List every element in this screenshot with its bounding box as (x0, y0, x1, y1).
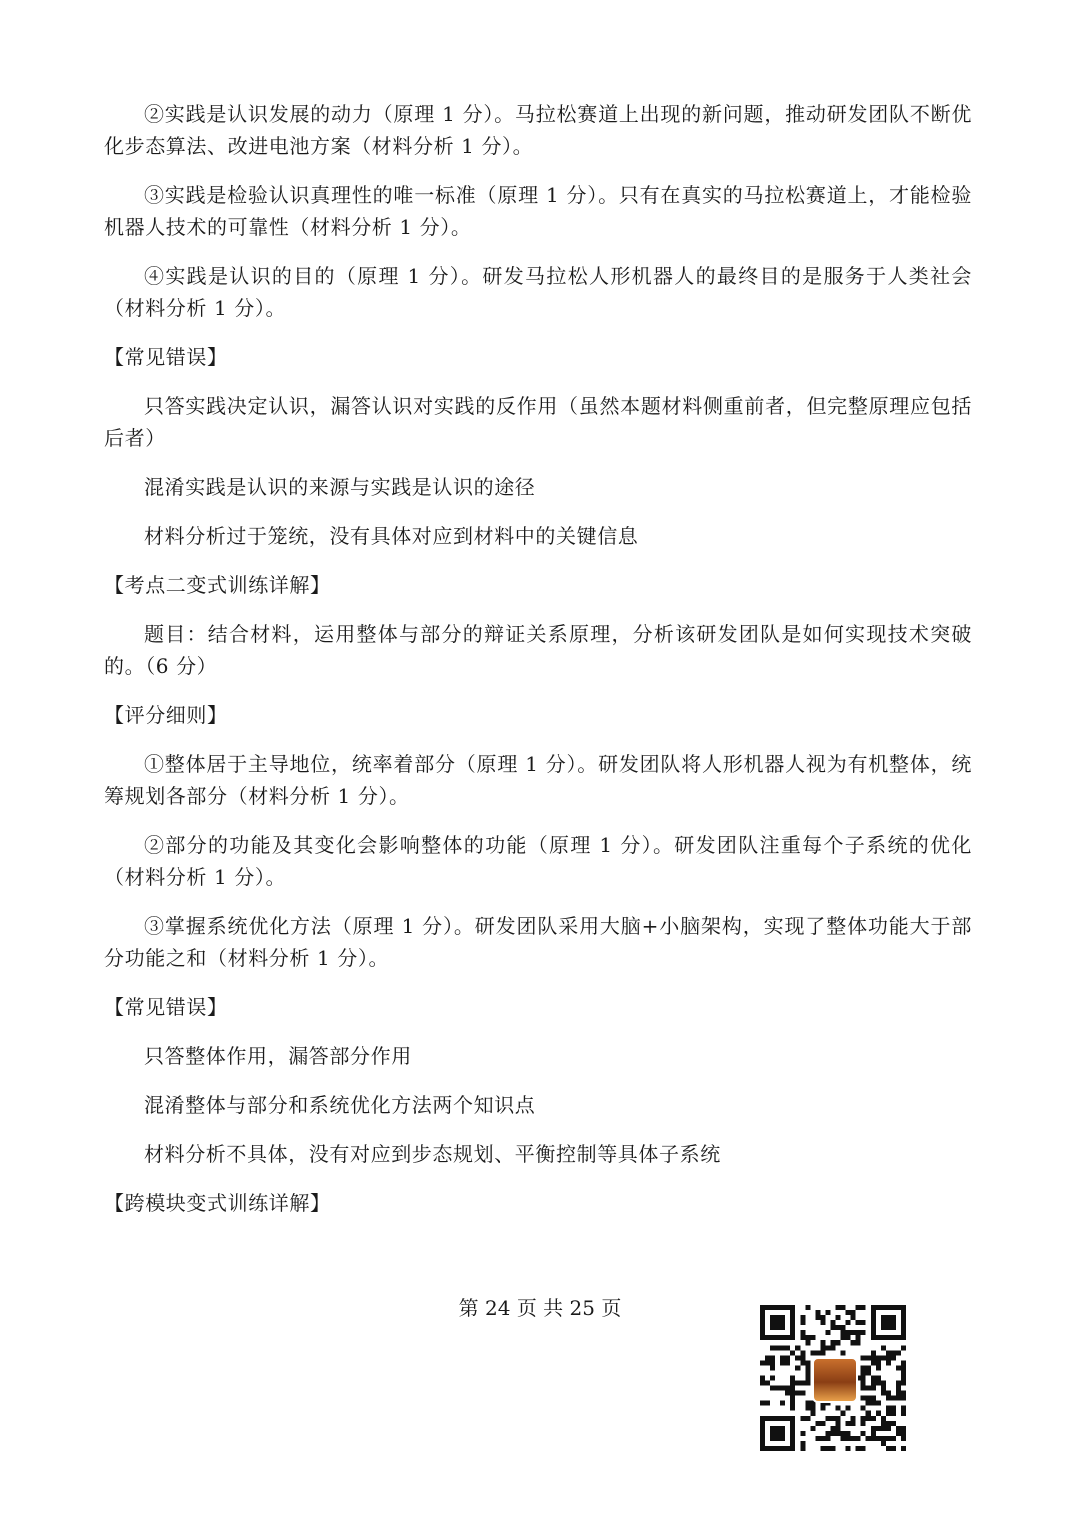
document-body (104, 98, 972, 1236)
paragraph: ③掌握系统优化方法（原理 1 分）。研发团队采用大脑+小脑架构，实现了整体功能大于部分功能之和（材料分析 1 分）。 (104, 914, 972, 970)
paragraph: ②部分的功能及其变化会影响整体的功能（原理 1 分）。研发团队注重每个子系统的优化（材料分析 1 分）。 (104, 833, 972, 889)
page-number: 第 24 页 共 25 页 (458, 1296, 622, 1320)
section-heading: 【考点二变式训练详解】 (104, 573, 331, 597)
paragraph: 题目：结合材料，运用整体与部分的辩证关系原理，分析该研发团队是如何实现技术突破的。（6 分） (104, 622, 972, 678)
section-heading: 【常见错误】 (104, 345, 228, 369)
paragraph: 材料分析不具体，没有对应到步态规划、平衡控制等具体子系统 (144, 1142, 721, 1166)
paragraph: 只答实践决定认识，漏答认识对实践的反作用（虽然本题材料侧重前者，但完整原理应包括后者） (104, 394, 972, 450)
paragraph: 混淆整体与部分和系统优化方法两个知识点 (144, 1093, 536, 1117)
qr-code-icon (760, 1305, 906, 1451)
paragraph: ①整体居于主导地位，统率着部分（原理 1 分）。研发团队将人形机器人视为有机整体，统筹规划各部分（材料分析 1 分）。 (104, 752, 972, 808)
paragraph: ④实践是认识的目的（原理 1 分）。研发马拉松人形机器人的最终目的是服务于人类社会（材料分析 1 分）。 (104, 264, 972, 320)
paragraph: 材料分析过于笼统，没有具体对应到材料中的关键信息 (144, 524, 639, 548)
paragraph: 只答整体作用，漏答部分作用 (144, 1044, 412, 1068)
section-heading: 【评分细则】 (104, 703, 228, 727)
qr-logo-icon (812, 1357, 858, 1403)
section-heading: 【常见错误】 (104, 995, 228, 1019)
paragraph: ③实践是检验认识真理性的唯一标准（原理 1 分）。只有在真实的马拉松赛道上，才能检验机器人技术的可靠性（材料分析 1 分）。 (104, 183, 972, 239)
section-heading: 【跨模块变式训练详解】 (104, 1191, 331, 1215)
paragraph: ②实践是认识发展的动力（原理 1 分）。马拉松赛道上出现的新问题，推动研发团队不断优化步态算法、改进电池方案（材料分析 1 分）。 (104, 102, 972, 158)
paragraph: 混淆实践是认识的来源与实践是认识的途径 (144, 475, 536, 499)
